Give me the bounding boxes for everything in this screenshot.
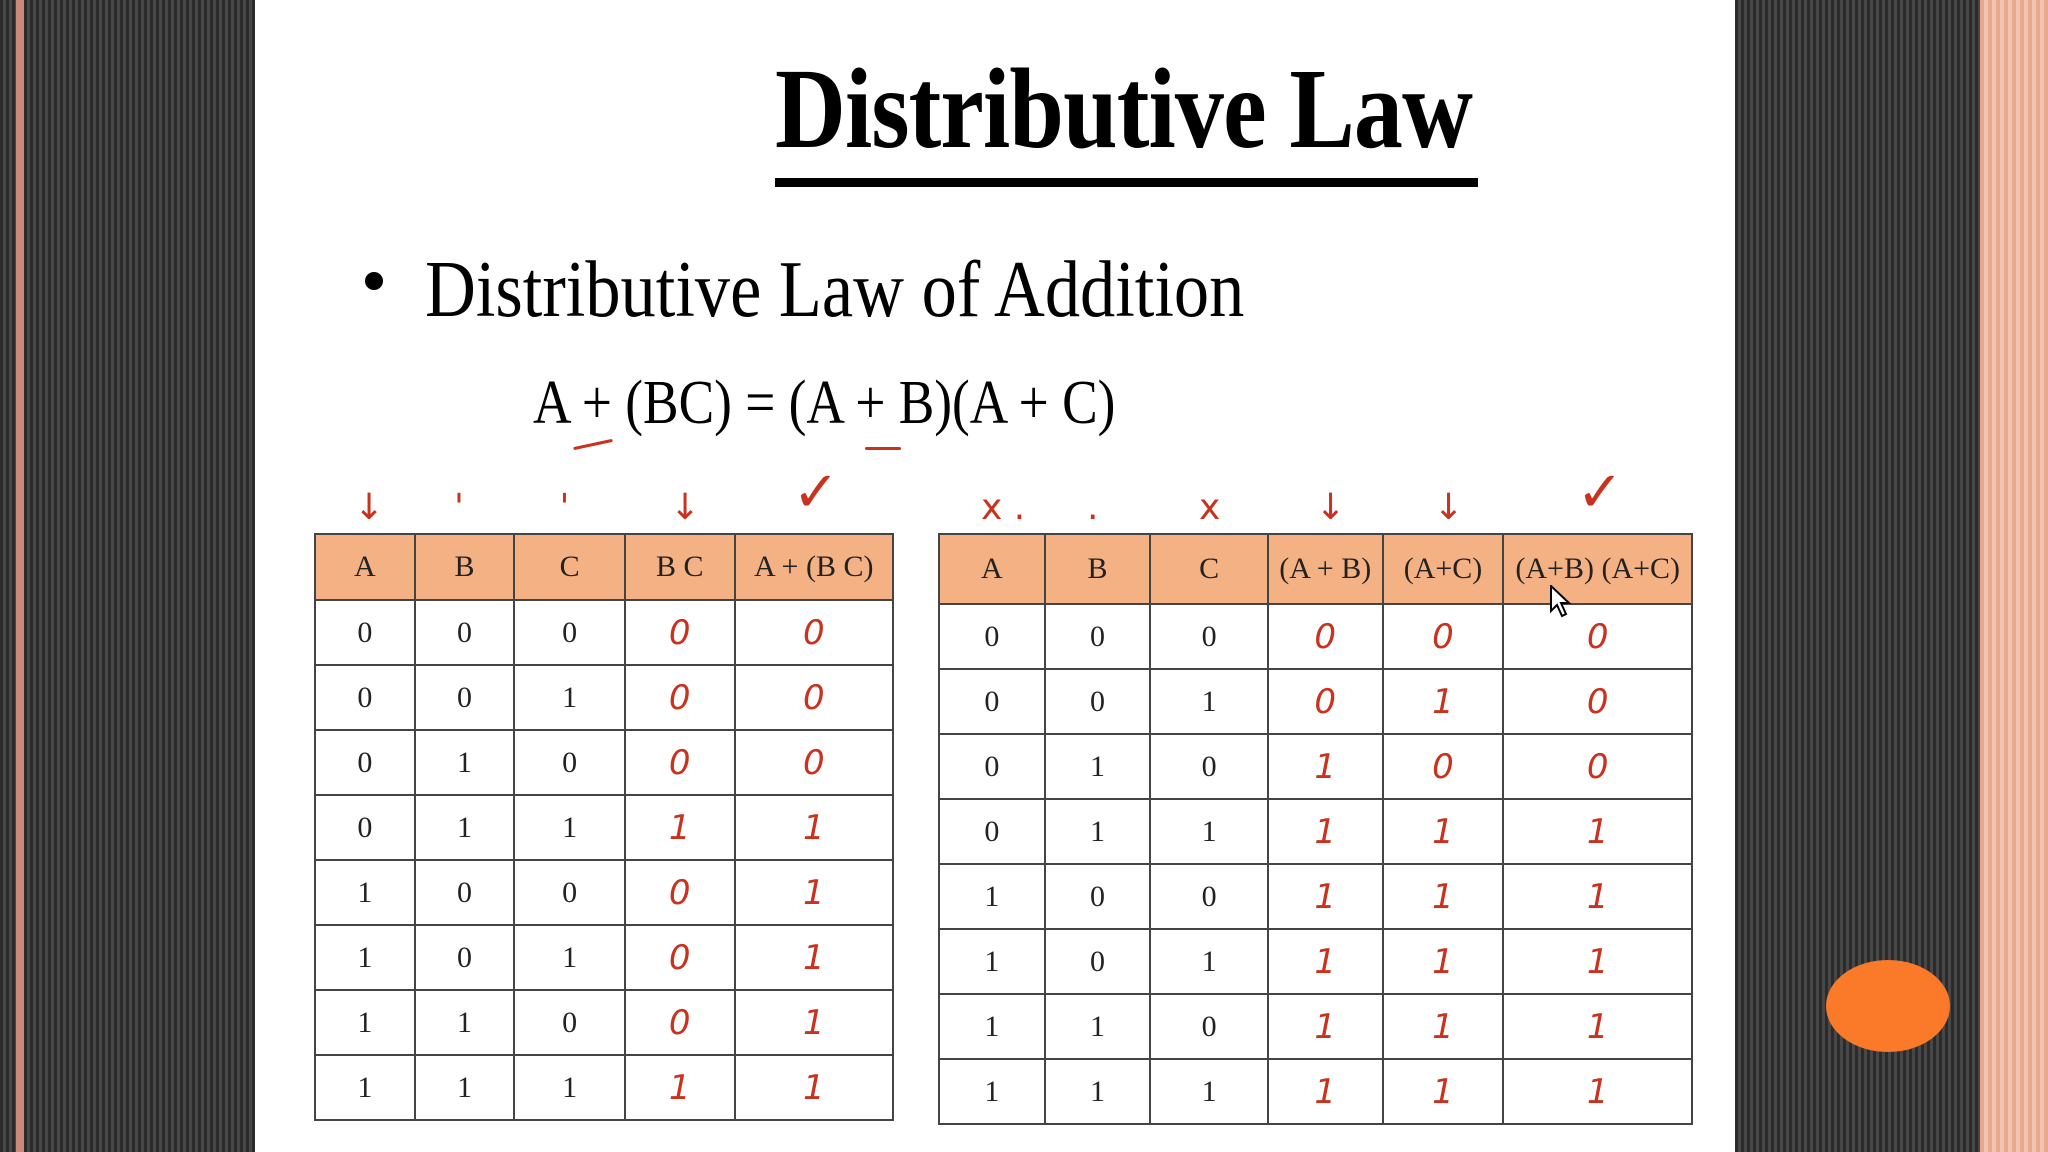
handwritten-cell: 1 xyxy=(1503,929,1692,994)
left-truth-table xyxy=(314,533,894,1121)
annotation-mark: . xyxy=(1087,487,1099,528)
bullet-text: Distributive Law of Addition xyxy=(425,246,1245,334)
input-cell: 1 xyxy=(514,1055,625,1120)
handwritten-cell: 0 xyxy=(735,665,893,730)
input-cell: 0 xyxy=(1045,864,1151,929)
handwritten-cell: 1 xyxy=(625,1055,735,1120)
handwritten-cell: 0 xyxy=(625,860,735,925)
handwritten-cell: 1 xyxy=(1383,1059,1504,1124)
input-cell: 1 xyxy=(514,925,625,990)
underline-mark xyxy=(865,447,901,450)
input-cell: 0 xyxy=(415,600,515,665)
annotation-mark: ↓ xyxy=(1315,487,1346,528)
nav-circle-button[interactable] xyxy=(1826,960,1950,1052)
table-row xyxy=(315,600,893,665)
handwritten-cell: 1 xyxy=(735,795,893,860)
column-header: C xyxy=(1150,534,1268,604)
input-cell: 0 xyxy=(315,795,415,860)
column-header: B xyxy=(415,534,515,600)
handwritten-cell: 1 xyxy=(1268,929,1383,994)
input-cell: 0 xyxy=(415,925,515,990)
input-cell: 1 xyxy=(514,795,625,860)
input-cell: 1 xyxy=(1045,734,1151,799)
handwritten-cell: 1 xyxy=(735,860,893,925)
handwritten-cell: 0 xyxy=(735,600,893,665)
table-row xyxy=(939,669,1692,734)
underline-mark xyxy=(573,439,613,450)
input-cell: 1 xyxy=(939,1059,1045,1124)
input-cell: 1 xyxy=(1045,994,1151,1059)
table-row xyxy=(315,860,893,925)
input-cell: 1 xyxy=(415,1055,515,1120)
annotation-mark: ✓ xyxy=(1576,460,1624,525)
input-cell: 1 xyxy=(1045,1059,1151,1124)
input-cell: 1 xyxy=(1150,929,1268,994)
handwritten-cell: 1 xyxy=(1503,1059,1692,1124)
input-cell: 0 xyxy=(415,860,515,925)
annotation-mark: ' xyxy=(454,487,464,528)
equation: A + (BC) = (A + B)(A + C) xyxy=(533,369,1116,437)
handwritten-cell: 1 xyxy=(1268,864,1383,929)
input-cell: 0 xyxy=(1150,604,1268,669)
handwritten-cell: 1 xyxy=(1503,799,1692,864)
input-cell: 1 xyxy=(1150,799,1268,864)
handwritten-cell: 0 xyxy=(1268,604,1383,669)
input-cell: 0 xyxy=(939,734,1045,799)
table-row xyxy=(939,929,1692,994)
table-row xyxy=(939,799,1692,864)
input-cell: 0 xyxy=(315,730,415,795)
input-cell: 1 xyxy=(415,730,515,795)
input-cell: 1 xyxy=(939,994,1045,1059)
column-header: B xyxy=(1045,534,1151,604)
handwritten-cell: 1 xyxy=(1383,669,1504,734)
input-cell: 0 xyxy=(1150,994,1268,1059)
table-row xyxy=(939,1059,1692,1124)
input-cell: 0 xyxy=(514,730,625,795)
column-header: (A + B) xyxy=(1268,534,1383,604)
input-cell: 1 xyxy=(315,1055,415,1120)
handwritten-cell: 0 xyxy=(625,990,735,1055)
mouse-cursor-icon xyxy=(1550,585,1572,619)
input-cell: 1 xyxy=(514,665,625,730)
input-cell: 0 xyxy=(1150,864,1268,929)
annotation-mark: x xyxy=(1199,487,1221,528)
handwritten-cell: 0 xyxy=(625,600,735,665)
handwritten-cell: 1 xyxy=(735,925,893,990)
input-cell: 0 xyxy=(514,860,625,925)
column-header: (A+B) (A+C) xyxy=(1503,534,1692,604)
handwritten-cell: 1 xyxy=(1383,994,1504,1059)
handwritten-cell: 1 xyxy=(1383,864,1504,929)
annotation-mark: ↓ xyxy=(1433,487,1464,528)
input-cell: 1 xyxy=(1045,799,1151,864)
handwritten-cell: 1 xyxy=(1268,799,1383,864)
handwritten-cell: 1 xyxy=(1503,994,1692,1059)
handwritten-cell: 0 xyxy=(735,730,893,795)
handwritten-cell: 0 xyxy=(625,665,735,730)
slide-title: Distributive Law xyxy=(775,45,1473,172)
table-row xyxy=(939,864,1692,929)
input-cell: 0 xyxy=(315,600,415,665)
bullet-icon xyxy=(365,272,383,290)
input-cell: 1 xyxy=(1150,669,1268,734)
input-cell: 0 xyxy=(1045,929,1151,994)
right-border-accent xyxy=(1980,0,2048,1152)
table-row xyxy=(315,925,893,990)
input-cell: 0 xyxy=(415,665,515,730)
column-header: (A+C) xyxy=(1383,534,1504,604)
handwritten-cell: 1 xyxy=(1383,799,1504,864)
handwritten-cell: 1 xyxy=(1503,864,1692,929)
handwritten-cell: 0 xyxy=(1383,604,1504,669)
input-cell: 1 xyxy=(939,929,1045,994)
handwritten-cell: 1 xyxy=(1268,1059,1383,1124)
table-row xyxy=(315,990,893,1055)
input-cell: 1 xyxy=(315,990,415,1055)
handwritten-cell: 0 xyxy=(1268,669,1383,734)
annotation-mark: ✓ xyxy=(792,460,840,525)
column-header: B C xyxy=(625,534,735,600)
left-border-stripes xyxy=(0,0,255,1152)
column-header: C xyxy=(514,534,625,600)
handwritten-cell: 0 xyxy=(1503,734,1692,799)
table-row xyxy=(315,795,893,860)
handwritten-cell: 0 xyxy=(625,730,735,795)
right-truth-table xyxy=(938,533,1693,1125)
input-cell: 1 xyxy=(415,990,515,1055)
input-cell: 1 xyxy=(939,864,1045,929)
handwritten-cell: 1 xyxy=(735,1055,893,1120)
slide-canvas xyxy=(255,0,1735,1152)
table-row xyxy=(315,730,893,795)
handwritten-cell: 1 xyxy=(1383,929,1504,994)
input-cell: 0 xyxy=(1045,669,1151,734)
input-cell: 0 xyxy=(939,799,1045,864)
input-cell: 0 xyxy=(939,604,1045,669)
handwritten-cell: 0 xyxy=(1383,734,1504,799)
input-cell: 1 xyxy=(415,795,515,860)
annotation-mark: ↓ xyxy=(354,487,385,528)
input-cell: 0 xyxy=(1150,734,1268,799)
column-header: A xyxy=(939,534,1045,604)
input-cell: 1 xyxy=(315,925,415,990)
input-cell: 1 xyxy=(1150,1059,1268,1124)
handwritten-cell: 0 xyxy=(625,925,735,990)
input-cell: 0 xyxy=(315,665,415,730)
handwritten-cell: 1 xyxy=(1268,734,1383,799)
annotation-mark: ↓ xyxy=(670,487,701,528)
input-cell: 0 xyxy=(514,990,625,1055)
handwritten-cell: 1 xyxy=(1268,994,1383,1059)
table-row xyxy=(315,665,893,730)
input-cell: 0 xyxy=(939,669,1045,734)
input-cell: 1 xyxy=(315,860,415,925)
table-row xyxy=(939,734,1692,799)
title-underline xyxy=(775,178,1478,187)
annotation-mark: ' xyxy=(559,487,570,528)
table-row xyxy=(315,1055,893,1120)
input-cell: 0 xyxy=(1045,604,1151,669)
column-header: A xyxy=(315,534,415,600)
table-row xyxy=(939,994,1692,1059)
input-cell: 0 xyxy=(514,600,625,665)
left-border-accent xyxy=(16,0,24,1152)
column-header: A + (B C) xyxy=(735,534,893,600)
table-row xyxy=(939,604,1692,669)
handwritten-cell: 1 xyxy=(735,990,893,1055)
annotation-mark: x . xyxy=(981,487,1026,528)
handwritten-cell: 0 xyxy=(1503,669,1692,734)
handwritten-cell: 0 xyxy=(1503,604,1692,669)
handwritten-cell: 1 xyxy=(625,795,735,860)
